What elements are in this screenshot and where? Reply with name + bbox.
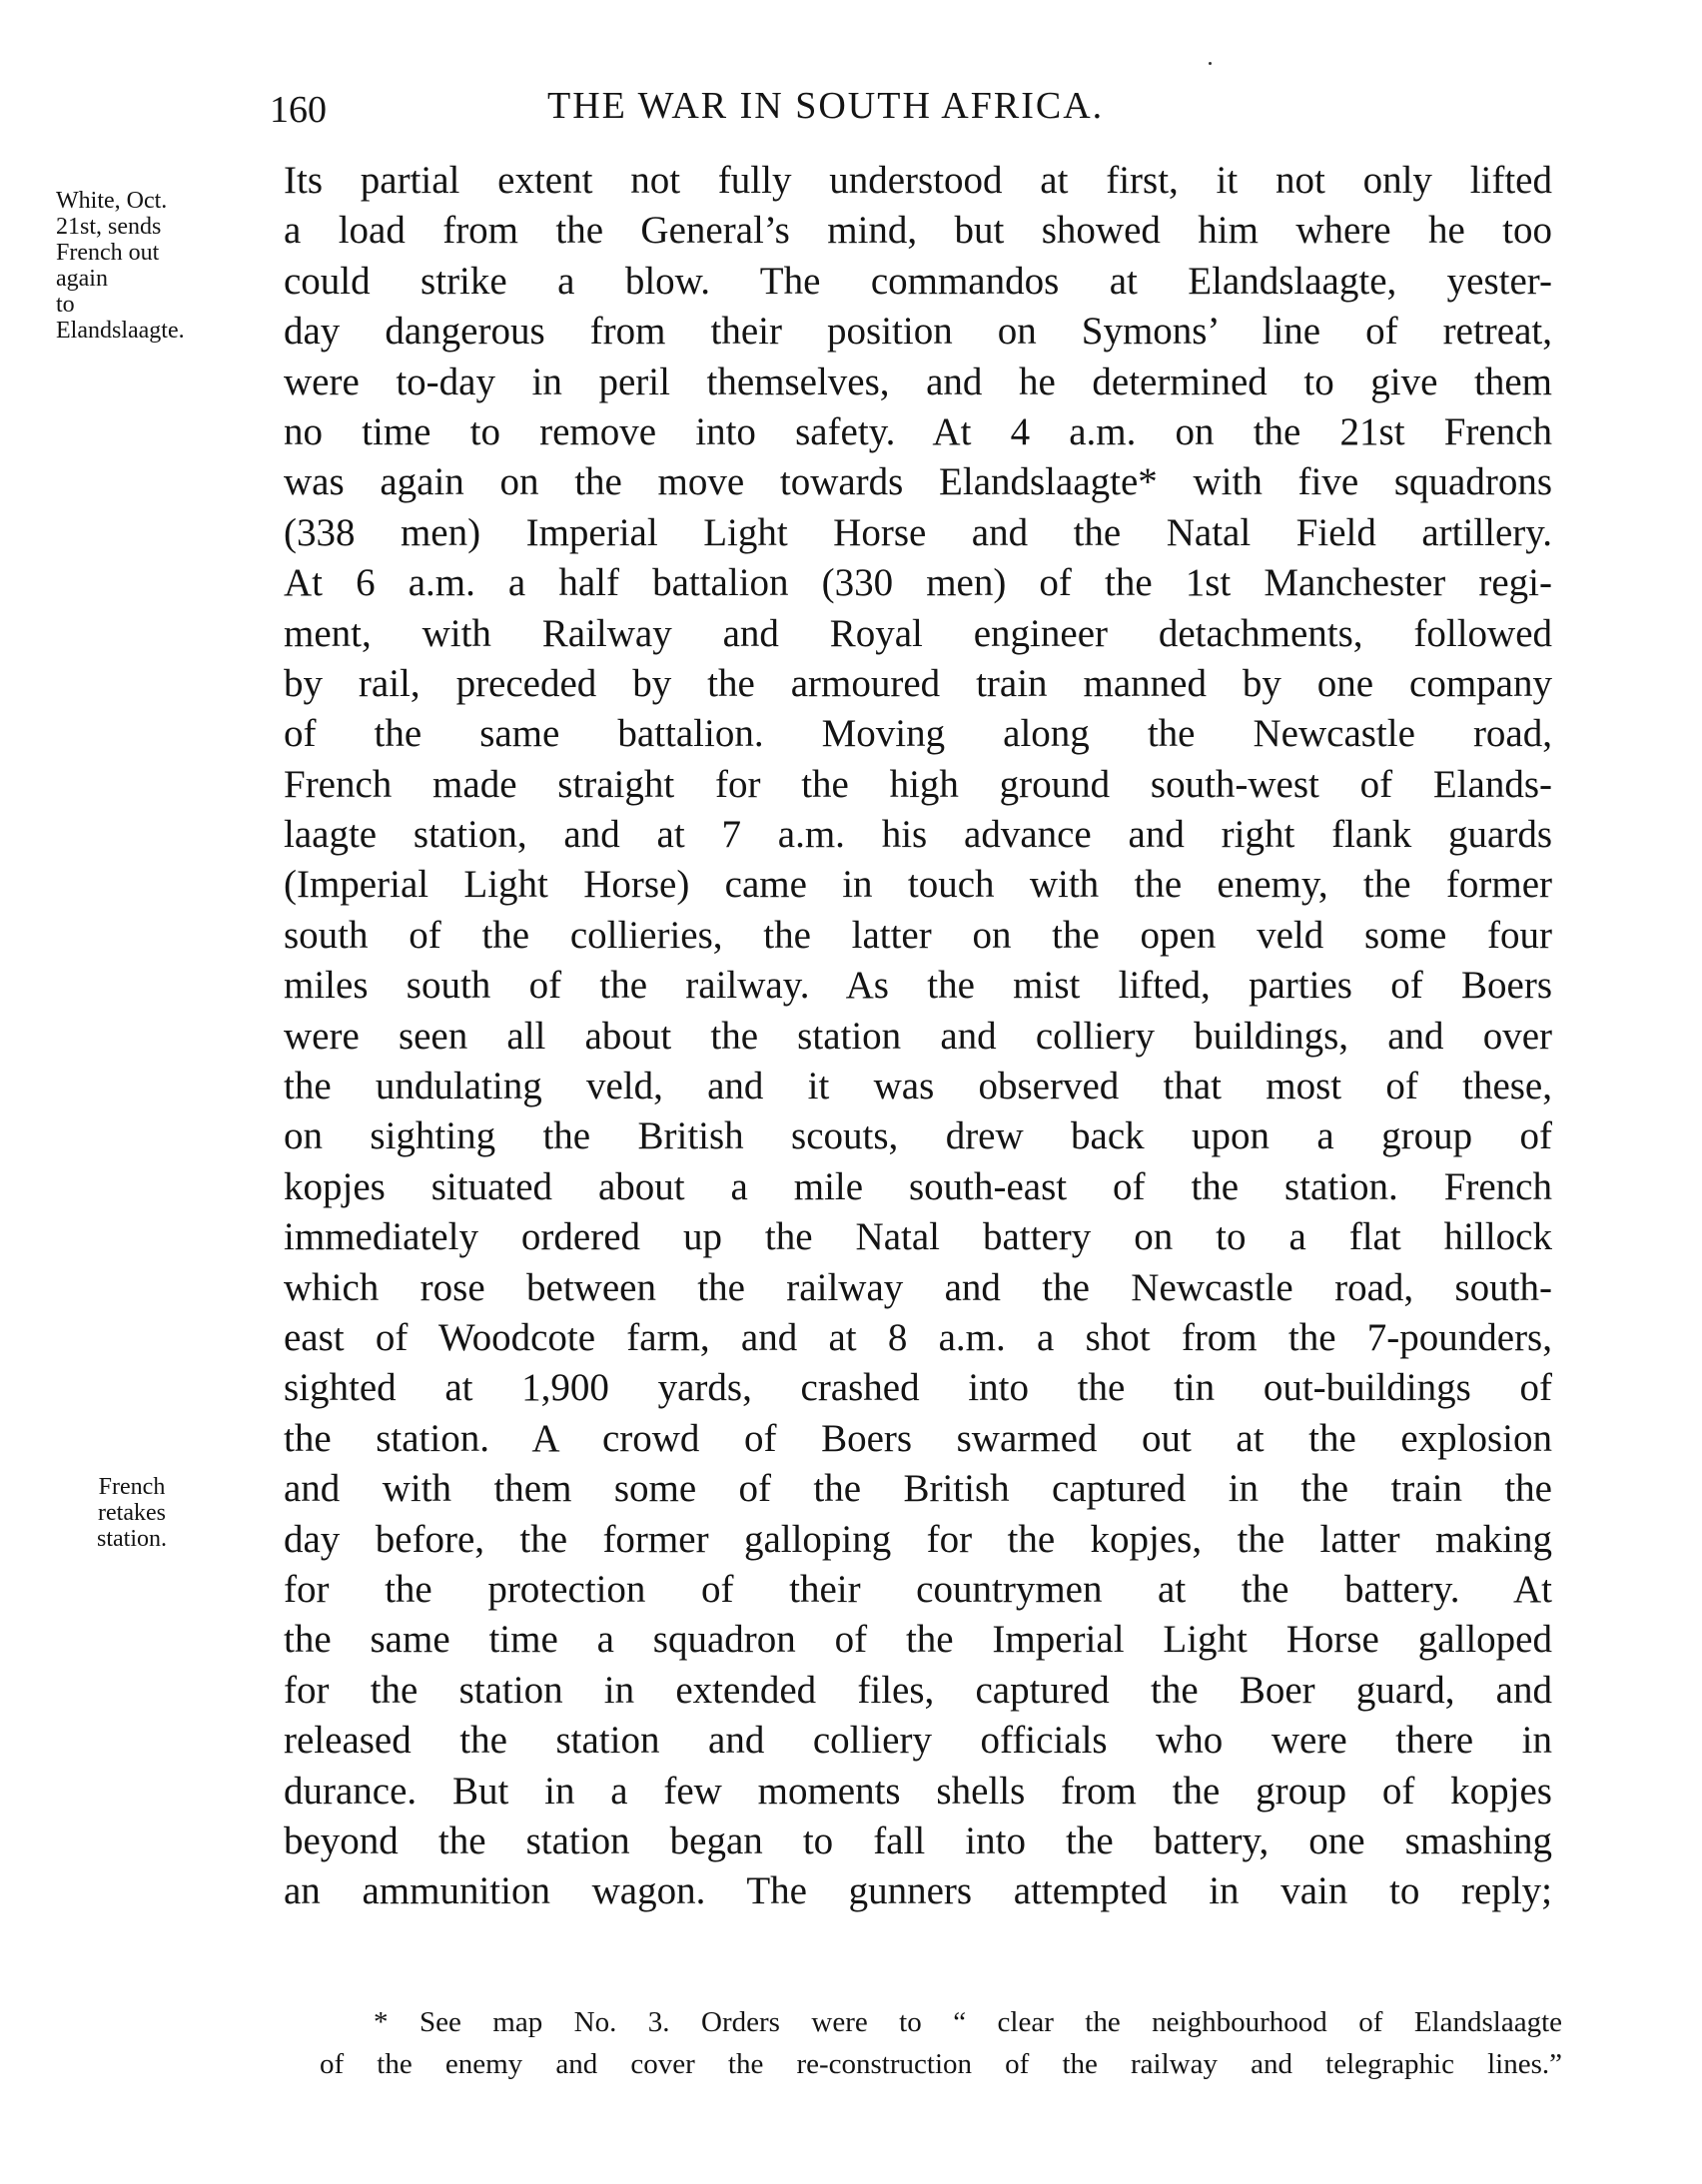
body-line: no time to remove into safety. At 4 a.m. on the 21st French	[284, 409, 1552, 453]
body-line: day before, the former galloping for the kopjes, the latter making	[284, 1517, 1552, 1561]
body-line: on sighting the British scouts, drew back upon a group of	[284, 1114, 1552, 1158]
body-line: durance. But in a few moments shells from the group of kopjes	[284, 1769, 1552, 1813]
body-line: At 6 a.m. a half battalion (330 men) of the 1st Manchester regi-	[284, 561, 1552, 605]
footnote-line: of the enemy and cover the re-construction of the railway and telegraphic lines.”	[320, 2048, 1562, 2080]
body-line: (338 men) Imperial Light Horse and the Natal Field artillery.	[284, 510, 1552, 554]
body-line: an ammunition wagon. The gunners attempted in vain to reply;	[284, 1869, 1552, 1913]
page-number: 160	[270, 89, 327, 131]
body-line: of the same battalion. Moving along the Newcastle road,	[284, 712, 1552, 756]
body-line: beyond the station began to fall into the battery, one smashing	[284, 1819, 1552, 1862]
margin-note-white-sends-french	[56, 188, 185, 344]
body-line: Its partial extent not fully understood at first, it not only lifted	[284, 159, 1552, 202]
body-line: laagte station, and at 7 a.m. his advance and right flank guards	[284, 813, 1552, 857]
margin-note-line: 21st, sends	[56, 214, 162, 240]
margin-note-line: French out	[56, 240, 160, 266]
margin-note-line: White, Oct.	[56, 188, 168, 214]
body-line: a load from the General’s mind, but showed him where he too	[284, 209, 1552, 253]
margin-note-line: to	[56, 292, 75, 318]
body-line: could strike a blow. The commandos at Elandslaagte, yester-	[284, 259, 1552, 303]
body-line: released the station and colliery officials who were there in	[284, 1719, 1552, 1763]
body-line: kopjes situated about a mile south-east of the station. French	[284, 1164, 1552, 1208]
margin-note-french-retakes-station	[80, 1474, 184, 1552]
footnote-line: * See map No. 3. Orders were to “ clear the neighbourhood of Elandslaagte	[374, 2006, 1562, 2038]
body-line: which rose between the railway and the Newcastle road, south-	[284, 1265, 1552, 1309]
body-line: was again on the move towards Elandslaagte* with five squadrons	[284, 460, 1552, 504]
page-header	[270, 84, 1558, 144]
body-line: and with them some of the British captured in the train the	[284, 1467, 1552, 1511]
body-line: the station. A crowd of Boers swarmed out at the explosion	[284, 1416, 1552, 1460]
margin-note-line: French	[98, 1474, 166, 1500]
body-line: the undulating veld, and it was observed that most of these,	[284, 1065, 1552, 1108]
body-line: the same time a squadron of the Imperial Light Horse galloped	[284, 1618, 1552, 1662]
body-text	[284, 156, 1552, 1917]
body-line: were seen all about the station and colliery buildings, and over	[284, 1014, 1552, 1058]
body-line: for the protection of their countrymen at the battery. At	[284, 1567, 1552, 1611]
body-line: French made straight for the high ground south-west of Elands-	[284, 762, 1552, 806]
running-title: THE WAR IN SOUTH AFRICA.	[547, 85, 1105, 127]
body-line: day dangerous from their position on Symons’ line of retreat,	[284, 310, 1552, 354]
body-line: east of Woodcote farm, and at 8 a.m. a shot from the 7-pounders,	[284, 1315, 1552, 1359]
margin-note-line: retakes	[98, 1500, 166, 1526]
margin-note-line: station.	[97, 1526, 167, 1552]
body-line: for the station in extended files, captured the Boer guard, and	[284, 1668, 1552, 1712]
margin-note-line: again	[56, 266, 108, 292]
body-line: were to-day in peril themselves, and he determined to give them	[284, 360, 1552, 403]
body-line: by rail, preceded by the armoured train manned by one company	[284, 661, 1552, 705]
margin-note-line: Elandslaagte.	[56, 318, 185, 344]
footnote	[320, 2001, 1562, 2085]
body-line: miles south of the railway. As the mist lifted, parties of Boers	[284, 964, 1552, 1008]
body-line: south of the collieries, the latter on the open veld some four	[284, 913, 1552, 957]
body-line: ment, with Railway and Royal engineer detachments, followed	[284, 611, 1552, 655]
print-speck	[1209, 62, 1212, 65]
body-line: immediately ordered up the Natal battery on to a flat hillock	[284, 1215, 1552, 1259]
body-line: sighted at 1,900 yards, crashed into the tin out-buildings of	[284, 1366, 1552, 1410]
body-line: (Imperial Light Horse) came in touch with the enemy, the former	[284, 863, 1552, 907]
